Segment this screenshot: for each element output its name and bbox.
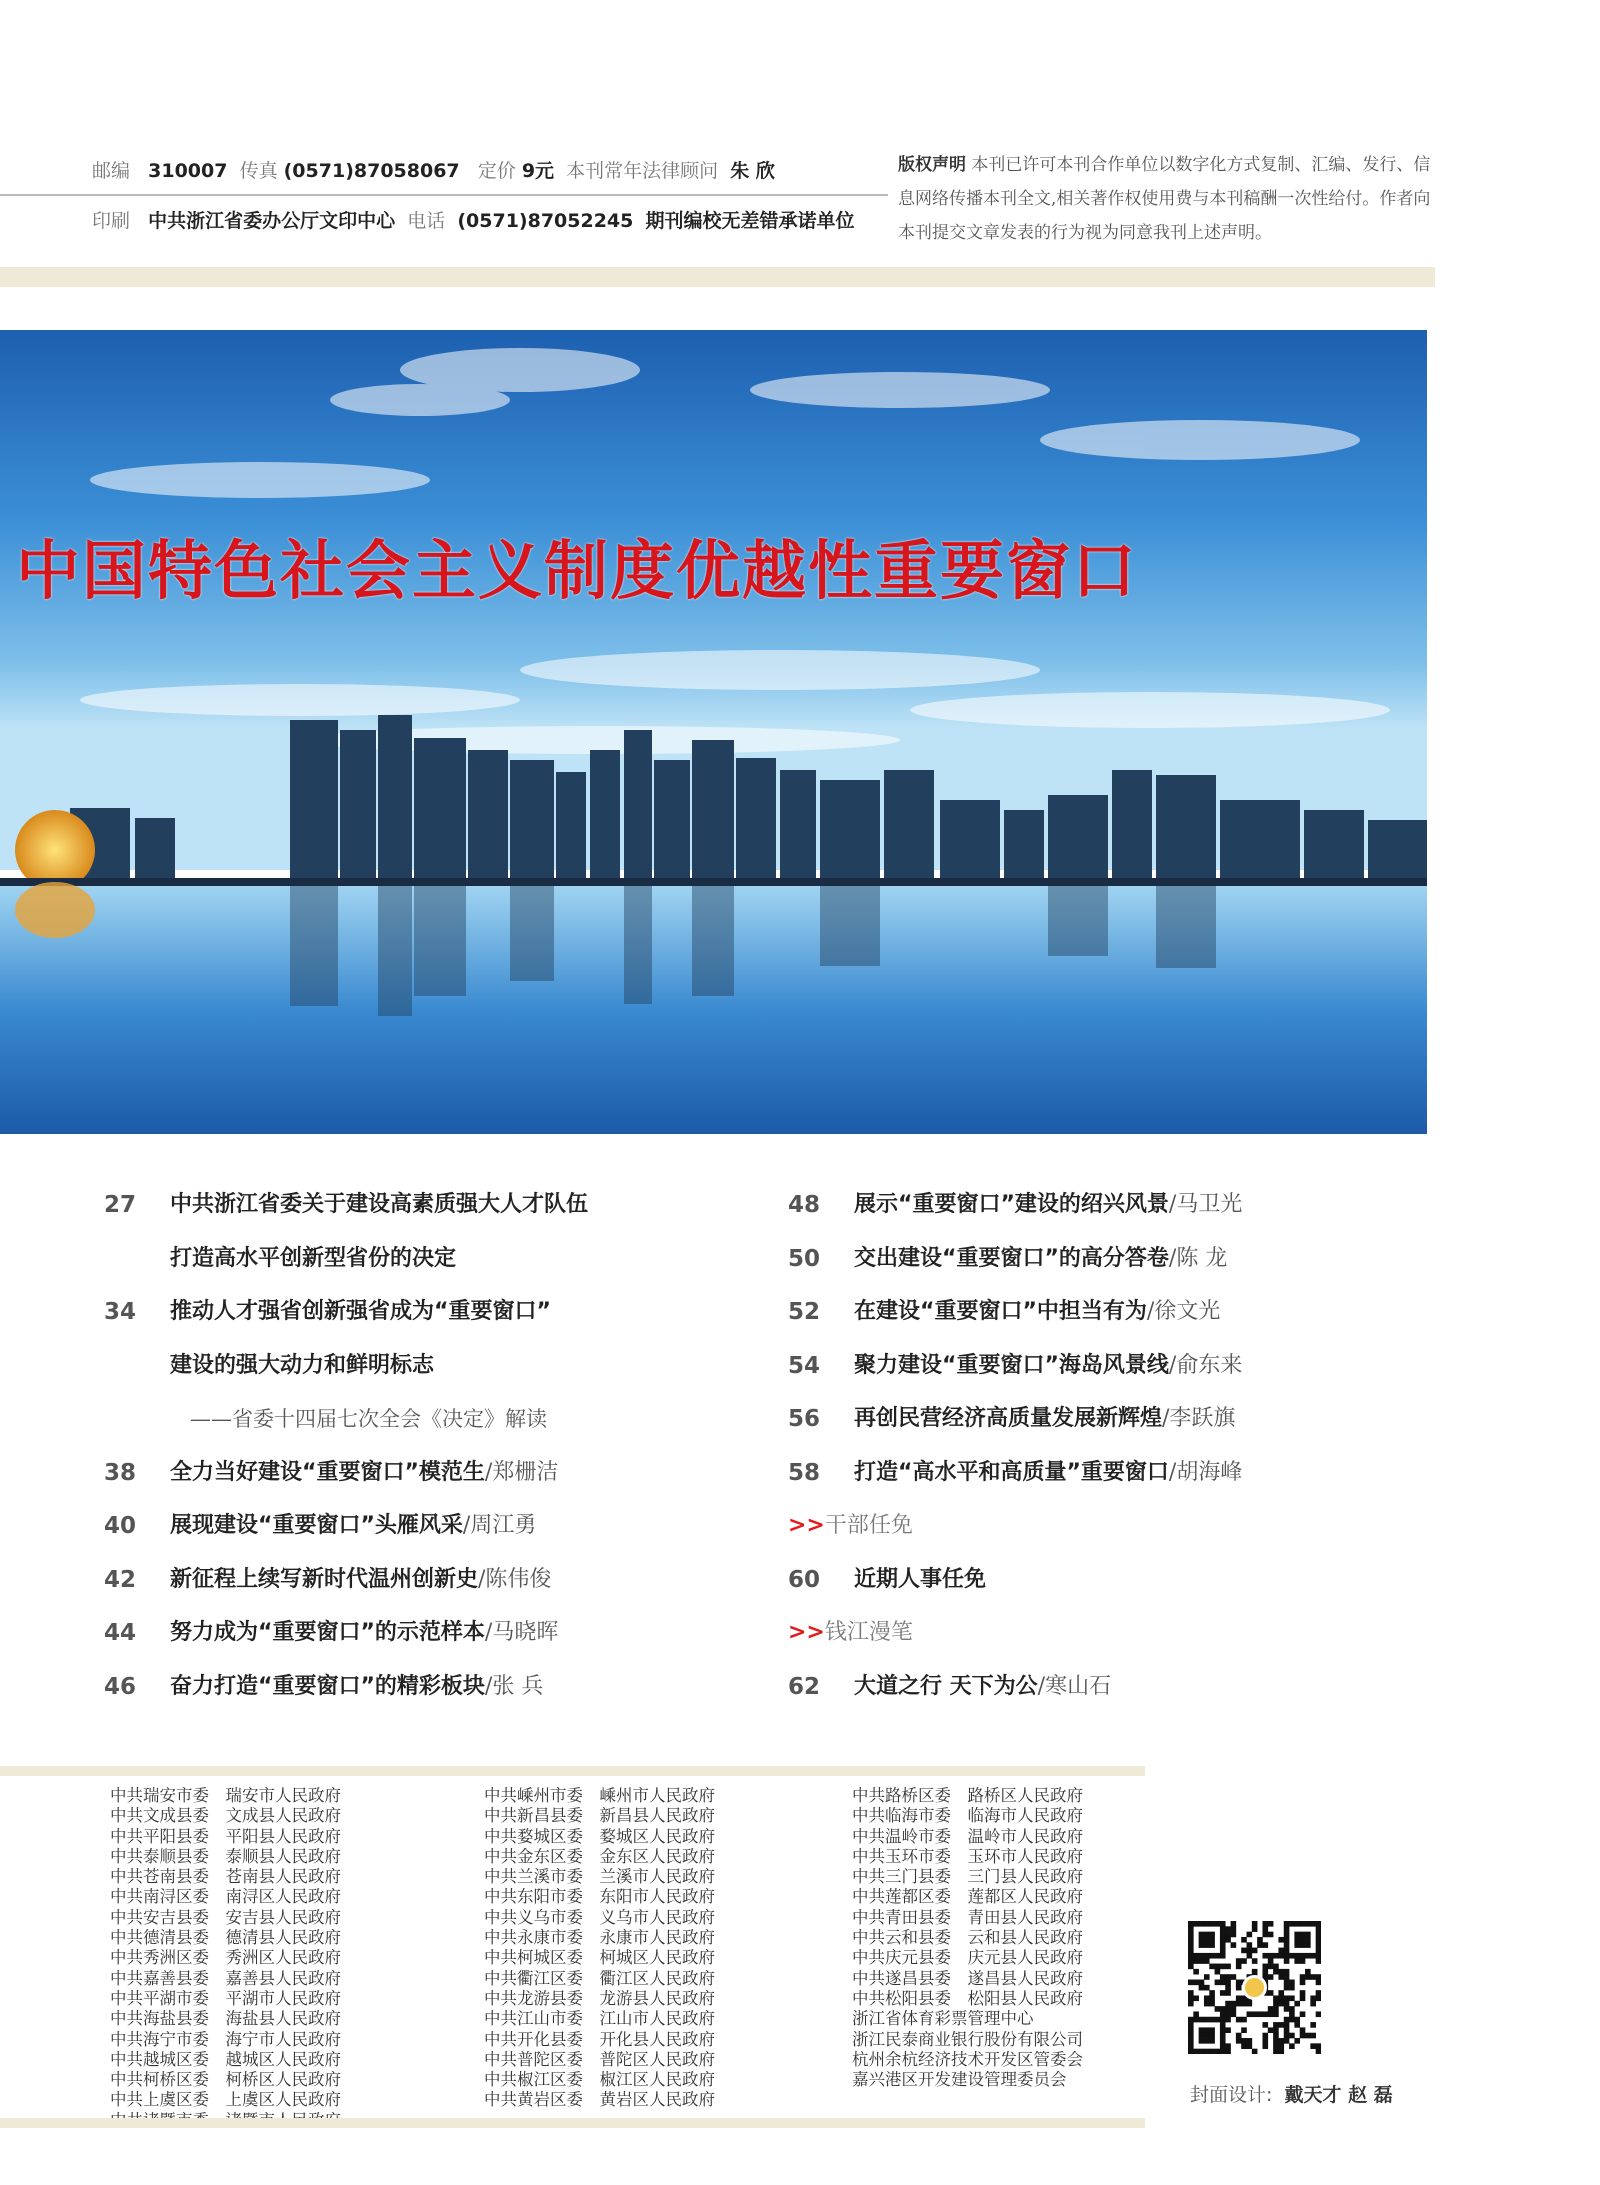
toc-title-text: 打造高水平创新型省份的决定 xyxy=(170,1245,457,1271)
copyright-title: 版权声明 xyxy=(898,155,966,175)
shoreline xyxy=(0,878,1427,886)
lawyer: 朱 欣 xyxy=(730,160,775,182)
globe-reflection xyxy=(15,882,95,938)
toc-title xyxy=(170,1672,543,1702)
sponsor-entry: 中共柯城区委 柯城区人民政府 xyxy=(484,1948,715,1968)
toc-title-text: 努力成为“重要窗口”的示范样本 xyxy=(170,1620,485,1645)
toc-title-text: 聚力建设“重要窗口”海岛风景线 xyxy=(854,1352,1169,1378)
sponsor-entry: 中共海盐县委 海盐县人民政府 xyxy=(110,2009,341,2029)
toc-entry[interactable] xyxy=(788,1565,1448,1619)
sponsor-entry: 中共兰溪市委 兰溪市人民政府 xyxy=(484,1867,715,1887)
toc-page-number: 60 xyxy=(788,1566,821,1593)
toc-title xyxy=(170,1297,551,1327)
toc-page-number: 56 xyxy=(788,1406,821,1432)
toc-page-number: 27 xyxy=(104,1192,137,1218)
skyline-illustration xyxy=(0,330,1427,1134)
fax: (0571)87058067 xyxy=(283,160,460,182)
toc-title xyxy=(170,1190,588,1220)
toc-title xyxy=(854,1297,1220,1327)
sponsor-entry: 中共嘉善县委 嘉善县人民政府 xyxy=(110,1968,341,1988)
toc-entry[interactable] xyxy=(104,1511,764,1565)
toc-entry[interactable] xyxy=(104,1565,764,1619)
sponsor-entry: 中共普陀区委 普陀区人民政府 xyxy=(484,2049,715,2069)
toc-title xyxy=(854,1190,1242,1220)
sponsor-entry: 中共海宁市委 海宁市人民政府 xyxy=(110,2029,341,2049)
toc-title xyxy=(854,1404,1235,1434)
sponsor-entry: 浙江民泰商业银行股份有限公司 xyxy=(852,2029,1083,2049)
sponsor-entry: 中共苍南县委 苍南县人民政府 xyxy=(110,1867,341,1887)
sponsor-entry: 中共龙游县委 龙游县人民政府 xyxy=(484,1988,715,2008)
toc-author: /李跃旗 xyxy=(1162,1406,1236,1431)
toc-title xyxy=(854,1672,1111,1702)
sponsor-entry: 中共临海市委 临海市人民政府 xyxy=(852,1806,1083,1826)
toc-title xyxy=(170,1351,434,1381)
sponsor-entry: 中共平湖市委 平湖市人民政府 xyxy=(110,1988,341,2008)
toc-author: /张 兵 xyxy=(484,1673,544,1699)
toc-subtitle xyxy=(190,1404,547,1434)
sponsor-entry: 中共上虞区委 上虞区人民政府 xyxy=(110,2090,341,2110)
sponsor-entry: 中共庆元县委 庆元县人民政府 xyxy=(852,1948,1083,1968)
sponsor-entry: 中共金东区委 金东区人民政府 xyxy=(484,1846,715,1866)
toc-left-column xyxy=(104,1190,764,1725)
toc-page-number: 44 xyxy=(104,1620,137,1646)
sponsor-entry: 中共开化县委 开化县人民政府 xyxy=(484,2029,715,2049)
toc-title xyxy=(854,1351,1242,1381)
toc-title-text: 打造“高水平和高质量”重要窗口 xyxy=(854,1459,1169,1485)
toc-title xyxy=(854,1458,1242,1488)
toc-entry[interactable] xyxy=(788,1190,1448,1244)
section-arrow-icon: >> xyxy=(788,1513,825,1538)
lawyer-label: 本刊常年法律顾问 xyxy=(566,160,719,182)
section-arrow-icon: >> xyxy=(788,1620,825,1645)
sponsor-entry: 中共青田县委 青田县人民政府 xyxy=(852,1907,1083,1927)
sponsor-entry: 中共安吉县委 安吉县人民政府 xyxy=(110,1907,341,1927)
toc-page-number: 46 xyxy=(104,1673,137,1700)
sponsor-entry: 中共衢江区委 衢江区人民政府 xyxy=(484,1968,715,1988)
sponsor-entry: 杭州余杭经济技术开发区管委会 xyxy=(852,2049,1083,2069)
toc-entry[interactable] xyxy=(788,1351,1448,1405)
toc-page-number: 54 xyxy=(788,1352,821,1379)
toc-page-number: 50 xyxy=(788,1245,821,1272)
toc-page-number: 62 xyxy=(788,1673,821,1700)
header-band xyxy=(0,267,1435,287)
toc-entry-continuation xyxy=(104,1244,764,1298)
toc-entry[interactable] xyxy=(788,1244,1448,1298)
sponsor-entry: 中共平阳县委 平阳县人民政府 xyxy=(110,1826,341,1846)
toc-author: /周江勇 xyxy=(462,1513,537,1538)
toc-title xyxy=(170,1244,456,1274)
toc-entry[interactable] xyxy=(788,1297,1448,1351)
toc-page-number: 58 xyxy=(788,1459,821,1486)
toc-entry[interactable] xyxy=(104,1297,764,1351)
toc-title-text: 新征程上续写新时代温州创新史 xyxy=(170,1566,479,1592)
sponsor-entry: 中共永康市委 永康市人民政府 xyxy=(484,1928,715,1948)
toc-page-number: 34 xyxy=(104,1299,137,1325)
section-title: 钱江漫笔 xyxy=(824,1620,913,1645)
toc-title xyxy=(854,1244,1227,1274)
toc-right-column xyxy=(788,1190,1448,1725)
toc-title-text: 推动人才强省创新强省成为“重要窗口” xyxy=(170,1299,551,1324)
sponsor-entry: 中共三门县委 三门县人民政府 xyxy=(852,1867,1083,1887)
toc-entry[interactable] xyxy=(788,1404,1448,1458)
toc-title-text: ——省委十四届七次全会《决定》解读 xyxy=(190,1407,547,1431)
toc-title-text: 建设的强大动力和鲜明标志 xyxy=(170,1352,435,1378)
sponsor-entry: 中共松阳县委 松阳县人民政府 xyxy=(852,1988,1083,2008)
header-divider xyxy=(0,194,888,196)
toc-title xyxy=(170,1618,558,1648)
cover-design-label: 封面设计: xyxy=(1190,2084,1273,2106)
sponsor-entry: 中共莲都区委 莲都区人民政府 xyxy=(852,1887,1083,1907)
sponsor-entry: 中共东阳市委 东阳市人民政府 xyxy=(484,1887,715,1907)
copyright-text: 本刊已许可本刊合作单位以数字化方式复制、汇编、发行、信息网络传播本刊全文,相关著作权使用费与本刊稿酬一次性给付。作者向本刊提交文章发表的行为视为同意我刊上述声明。 xyxy=(898,155,1431,243)
toc-title-text: 展示“重要窗口”建设的绍兴风景 xyxy=(854,1192,1169,1217)
toc-author: /俞东来 xyxy=(1168,1352,1243,1378)
phone-label: 电话 xyxy=(407,210,446,232)
sponsor-column-2 xyxy=(484,1786,715,2111)
toc-entry[interactable] xyxy=(788,1458,1448,1512)
sponsor-entry: 中共椒江区委 椒江区人民政府 xyxy=(484,2070,715,2090)
fax-label: 传真 xyxy=(239,160,278,182)
print-label: 印刷 xyxy=(92,210,131,232)
toc-title-text: 中共浙江省委关于建设高素质强大人才队伍 xyxy=(170,1192,589,1217)
sponsor-entry: 中共云和县委 云和县人民政府 xyxy=(852,1928,1083,1948)
toc-entry[interactable] xyxy=(104,1618,764,1672)
toc-page-number: 48 xyxy=(788,1192,821,1218)
toc-page-number: 38 xyxy=(104,1459,137,1486)
phone: (0571)87052245 xyxy=(457,210,634,232)
toc-author: /马晓晖 xyxy=(484,1620,559,1645)
sponsor-entry: 中共南浔区委 南浔区人民政府 xyxy=(110,1887,341,1907)
toc-title-text: 展现建设“重要窗口”头雁风采 xyxy=(170,1513,463,1538)
postcode-label: 邮编 xyxy=(92,160,131,182)
sponsor-entry: 中共瑞安市委 瑞安市人民政府 xyxy=(110,1786,341,1805)
cover-headline: 中国特色社会主义制度优越性重要窗口 xyxy=(16,535,1138,609)
toc-title xyxy=(170,1511,536,1541)
pledge: 期刊编校无差错承诺单位 xyxy=(645,210,855,232)
qr-code-icon[interactable] xyxy=(1188,1921,1321,2054)
toc-entry-continuation xyxy=(104,1351,764,1405)
sponsor-column-1 xyxy=(110,1786,341,2131)
toc-author: /寒山石 xyxy=(1037,1673,1112,1699)
toc-title xyxy=(170,1458,558,1488)
toc-author: /徐文光 xyxy=(1146,1299,1221,1324)
toc-title xyxy=(170,1565,551,1595)
toc-page-number: 40 xyxy=(104,1513,137,1539)
toc-entry[interactable] xyxy=(104,1458,764,1512)
toc-page-number: 52 xyxy=(788,1299,821,1325)
sponsor-entry: 中共黄岩区委 黄岩区人民政府 xyxy=(484,2090,715,2110)
toc-section-heading xyxy=(788,1511,1448,1565)
cover-design-credit xyxy=(1190,2080,1393,2107)
sponsor-entry: 中共玉环市委 玉环市人民政府 xyxy=(852,1846,1083,1866)
sponsor-entry: 中共泰顺县委 泰顺县人民政府 xyxy=(110,1846,341,1866)
price: 9元 xyxy=(521,160,555,182)
sponsor-band-top xyxy=(0,1766,1145,1776)
toc-author: /陈伟俊 xyxy=(478,1566,552,1592)
sponsor-entry: 中共嵊州市委 嵊州市人民政府 xyxy=(484,1786,715,1805)
toc-author: /郑栅洁 xyxy=(484,1459,559,1485)
sponsor-entry: 中共越城区委 越城区人民政府 xyxy=(110,2049,341,2069)
printer: 中共浙江省委办公厅文印中心 xyxy=(148,210,396,232)
toc-section-heading xyxy=(788,1618,1448,1672)
sponsor-entry: 中共江山市委 江山市人民政府 xyxy=(484,2009,715,2029)
sponsor-entry: 中共德清县委 德清县人民政府 xyxy=(110,1928,341,1948)
sponsor-entry: 中共柯桥区委 柯桥区人民政府 xyxy=(110,2070,341,2090)
sponsor-column-3 xyxy=(852,1786,1083,2090)
toc-author: /陈 龙 xyxy=(1168,1245,1228,1271)
toc-title xyxy=(854,1565,986,1595)
sponsor-entry: 中共温岭市委 温岭市人民政府 xyxy=(852,1826,1083,1846)
sponsor-entry: 中共遂昌县委 遂昌县人民政府 xyxy=(852,1968,1083,1988)
sponsor-band-bottom xyxy=(0,2118,1145,2128)
toc-title-text: 再创民营经济高质量发展新辉煌 xyxy=(854,1406,1163,1431)
header-line-1 xyxy=(92,156,775,183)
toc-entry[interactable] xyxy=(788,1672,1448,1726)
cover-design-names: 戴天才 赵 磊 xyxy=(1284,2084,1393,2106)
copyright-notice xyxy=(898,148,1438,250)
toc-entry-continuation xyxy=(104,1404,764,1458)
sponsor-entry: 中共新昌县委 新昌县人民政府 xyxy=(484,1806,715,1826)
cover-image xyxy=(0,330,1427,1134)
sponsor-entry: 中共路桥区委 路桥区人民政府 xyxy=(852,1786,1083,1805)
toc-author: /胡海峰 xyxy=(1168,1459,1243,1485)
sponsor-entry: 嘉兴港区开发建设管理委员会 xyxy=(852,2070,1067,2090)
header-line-2 xyxy=(92,206,854,233)
price-label: 定价 xyxy=(477,160,516,182)
sponsor-entry: 中共义乌市委 义乌市人民政府 xyxy=(484,1907,715,1927)
toc-title-text: 在建设“重要窗口”中担当有为 xyxy=(854,1299,1147,1324)
toc-title-text: 全力当好建设“重要窗口”模范生 xyxy=(170,1459,485,1485)
toc-title-text: 大道之行 天下为公 xyxy=(854,1673,1038,1699)
sponsor-entry: 中共秀洲区委 秀洲区人民政府 xyxy=(110,1948,341,1968)
toc-author: /马卫光 xyxy=(1168,1192,1243,1217)
toc-entry[interactable] xyxy=(104,1672,764,1726)
sponsor-entry: 中共文成县委 文成县人民政府 xyxy=(110,1806,341,1826)
sponsor-entry: 中共婺城区委 婺城区人民政府 xyxy=(484,1826,715,1846)
sponsor-entry: 浙江省体育彩票管理中心 xyxy=(852,2009,1034,2029)
section-title: 干部任免 xyxy=(824,1513,913,1538)
toc-page-number: 42 xyxy=(104,1566,137,1593)
toc-title-text: 奋力打造“重要窗口”的精彩板块 xyxy=(170,1673,485,1699)
postcode: 310007 xyxy=(148,160,228,182)
toc-title-text: 近期人事任免 xyxy=(854,1566,987,1592)
toc-title-text: 交出建设“重要窗口”的高分答卷 xyxy=(854,1245,1169,1271)
toc-entry[interactable] xyxy=(104,1190,764,1244)
